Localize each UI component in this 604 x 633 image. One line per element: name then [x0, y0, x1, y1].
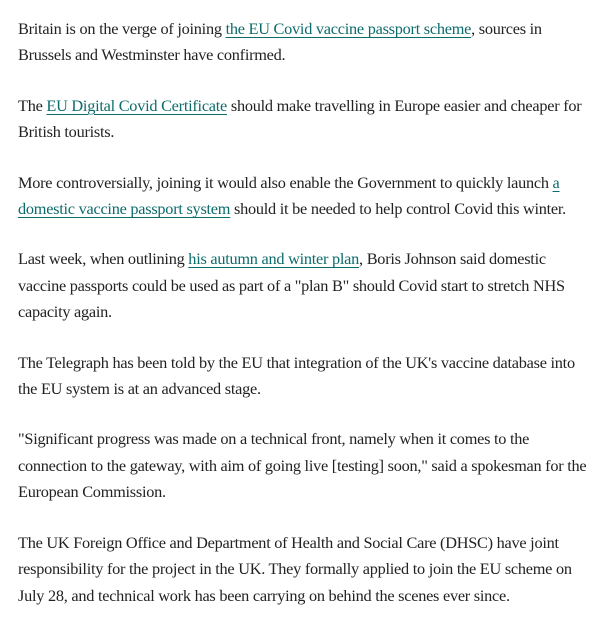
eu-digital-covid-certificate-link[interactable]: EU Digital Covid Certificate	[46, 95, 228, 115]
paragraph-5: The Telegraph has been told by the EU that integration of the UK's vaccine database into the EU system is at an advanced stage.	[18, 352, 575, 399]
article-body	[18, 16, 596, 633]
paragraph-2	[18, 93, 596, 146]
paragraph-1-text-end: , sources in Brussels and Westminster have confirmed.	[18, 19, 542, 65]
paragraph-7: The UK Foreign Office and Department of Health and Social Care (DHSC) have joint responsibility for the project in the UK. They formally applied to join the EU scheme on July 28, and technical work has been carrying on behind the scenes ever since.	[18, 532, 572, 605]
paragraph-1-text-start: Britain is on the verge of joining	[18, 19, 226, 38]
eu-covid-vaccine-passport-scheme-link[interactable]: the EU Covid vaccine passport scheme	[225, 19, 472, 38]
domestic-vaccine-passport-system-link[interactable]: a domestic vaccine passport system	[18, 172, 560, 219]
paragraph-3-text-end: should it be needed to help control Covid this winter.	[230, 199, 566, 219]
paragraph-2-text-start: The	[18, 95, 47, 115]
paragraph-4-text-start: Last week, when outlining	[18, 249, 189, 269]
paragraph-6: "Significant progress was made on a technical front, namely when it comes to the connection to the gateway, with aim of going live [testing] soon," said a spokesman for the European Commission.	[18, 429, 587, 502]
paragraph-2-text-end: should make travelling in Europe easier and cheaper for British tourists.	[18, 95, 582, 142]
paragraph-1	[18, 16, 596, 69]
paragraph-3	[18, 170, 596, 223]
paragraph-3-text-start: More controversially, joining it would also enable the Government to quickly launch	[18, 172, 553, 192]
autumn-and-winter-plan-link[interactable]: his autumn and winter plan	[188, 249, 360, 269]
paragraph-4-text-end: , Boris Johnson said domestic vaccine passports could be used as part of a "plan B" should Covid start to stretch NHS capacity again.	[18, 249, 565, 322]
paragraph-4	[18, 246, 596, 325]
